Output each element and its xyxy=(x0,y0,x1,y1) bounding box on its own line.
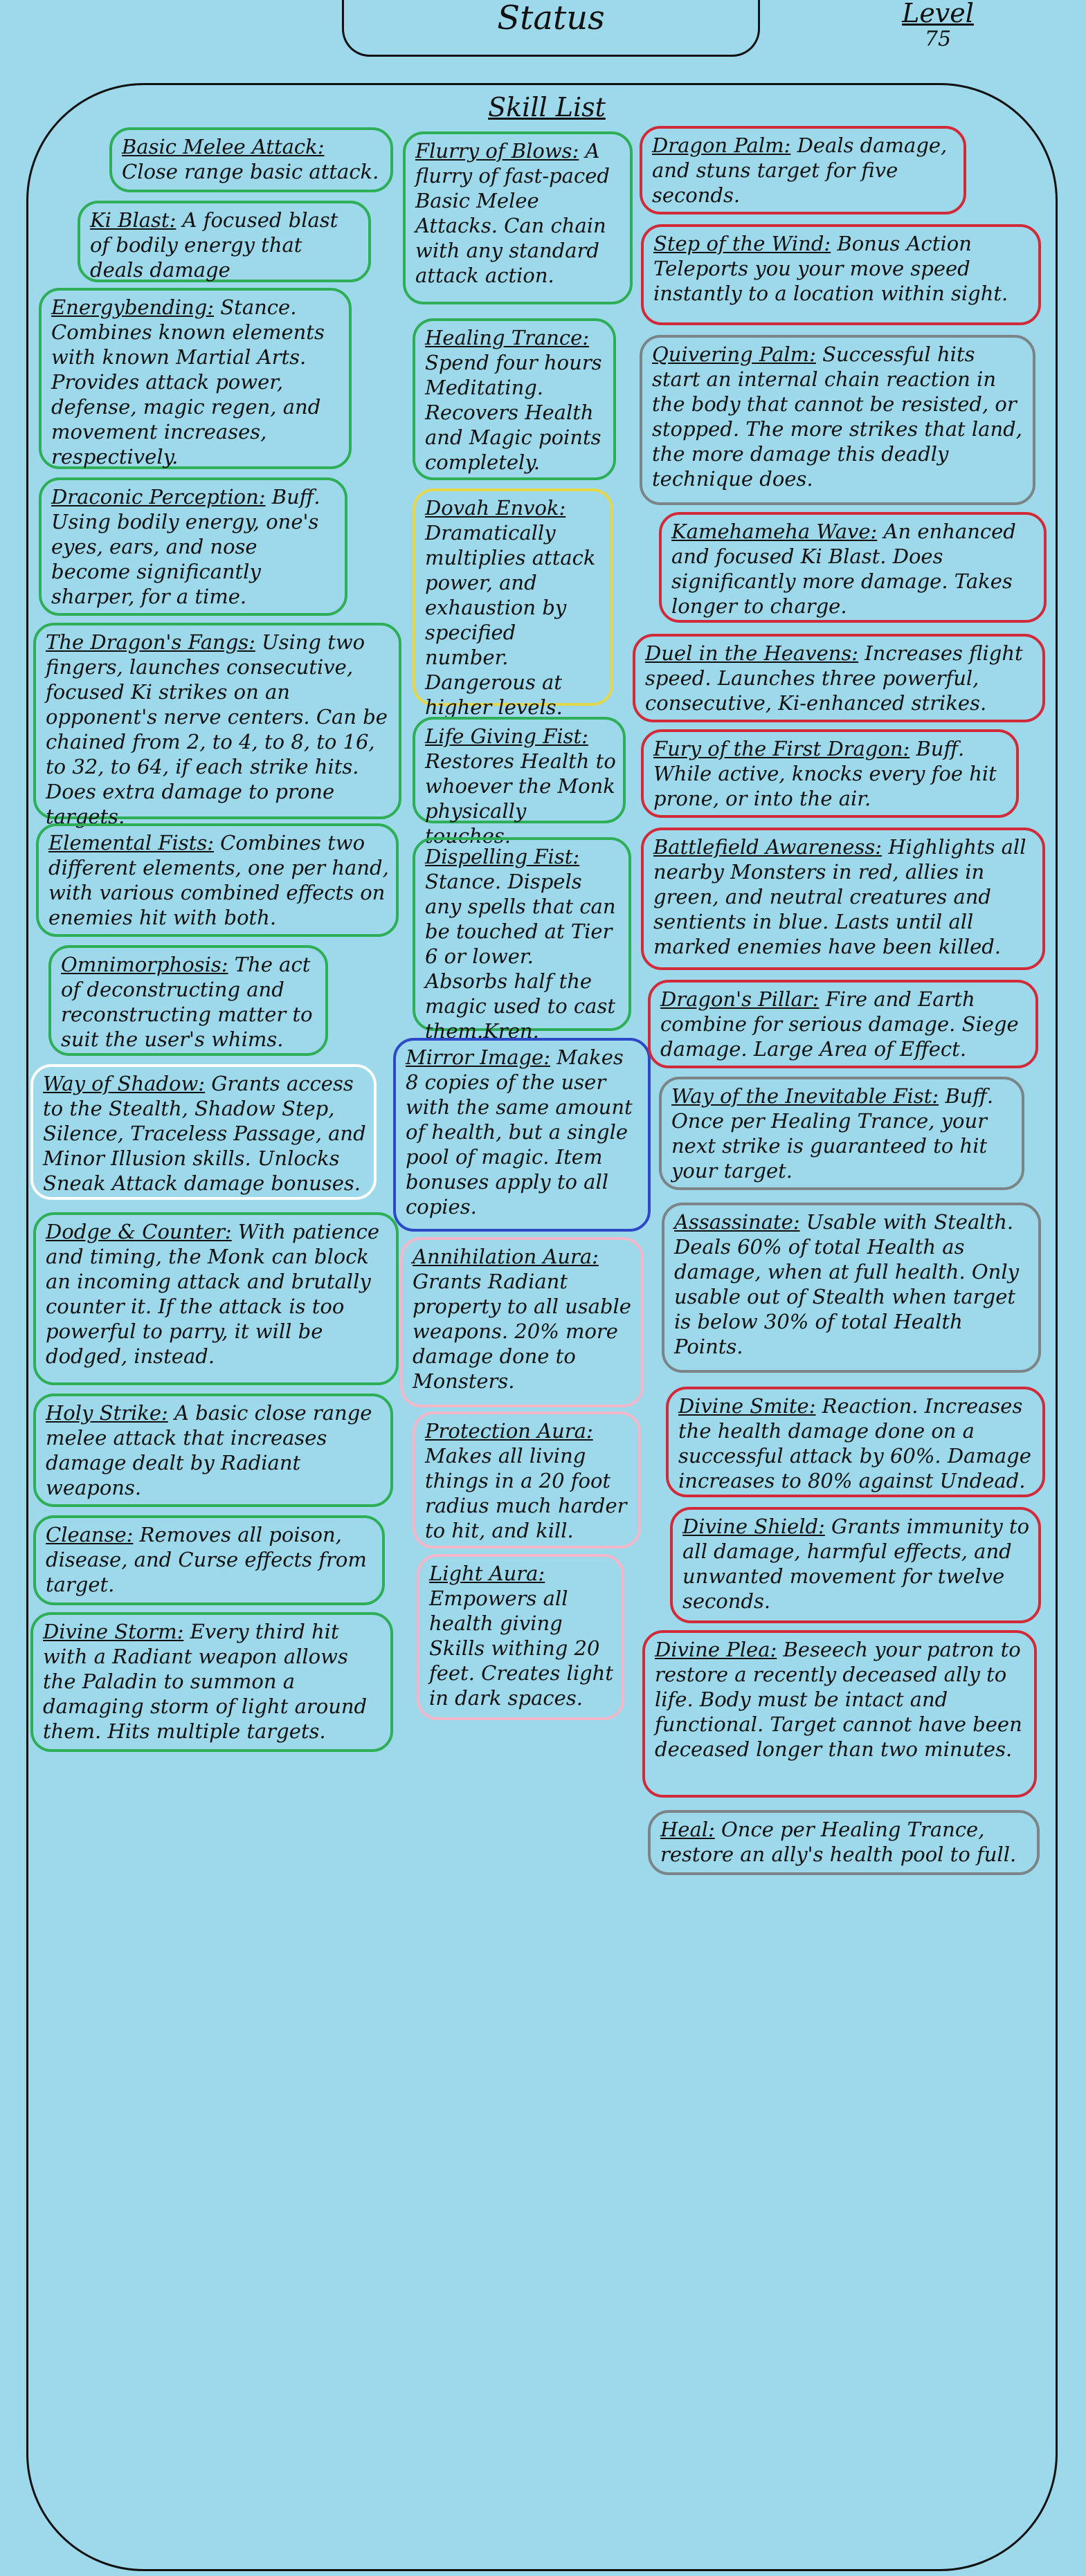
skill-name: Protection Aura: xyxy=(425,1419,593,1443)
skill-energybending[interactable] xyxy=(39,288,352,469)
skill-description: A flurry of fast-paced Basic Melee Attacks. Can chain with any standard attack action. xyxy=(415,139,610,287)
skill-name: Step of the Wind: xyxy=(653,232,831,255)
skill-divine-plea[interactable] xyxy=(642,1630,1037,1798)
skill-elemental-fists[interactable] xyxy=(36,823,399,937)
skill-name: Heal: xyxy=(660,1818,715,1841)
skill-name: Healing Trance: xyxy=(425,326,590,349)
skill-dragon-palm[interactable] xyxy=(640,126,966,214)
skill-description: Grants Radiant property to all usable weapons. 20% more damage done to Monsters. xyxy=(413,1270,631,1393)
skill-description: Makes all living things in a 20 foot radius much harder to hit, and kill. xyxy=(425,1444,627,1542)
skill-fury-of-the-first-dragon[interactable] xyxy=(641,729,1019,818)
skill-way-of-the-inevitable-fist[interactable] xyxy=(659,1077,1024,1190)
skill-name: Divine Plea: xyxy=(655,1638,777,1661)
skill-description: Reaction. Increases the health damage done on a successful attack by 60%. Damage increases to 80% against Undead. xyxy=(678,1394,1031,1492)
skill-name: Divine Storm: xyxy=(43,1620,184,1643)
skill-description: A basic close range melee attack that increases damage dealt by Radiant weapons. xyxy=(46,1401,372,1499)
skill-name: Dodge & Counter: xyxy=(46,1220,232,1243)
skill-duel-in-the-heavens[interactable] xyxy=(633,634,1045,722)
skill-description: Removes all poison, disease, and Curse effects from target. xyxy=(46,1523,367,1596)
skill-name: The Dragon's Fangs: xyxy=(46,630,255,654)
skill-name: Duel in the Heavens: xyxy=(645,641,859,665)
skill-heal[interactable] xyxy=(648,1810,1040,1875)
skill-way-of-shadow[interactable] xyxy=(30,1064,377,1200)
skill-name: Dispelling Fist: xyxy=(425,845,580,868)
skill-name: Draconic Perception: xyxy=(51,485,266,509)
skill-basic-melee-attack[interactable] xyxy=(109,127,393,192)
skill-name: Annihilation Aura: xyxy=(413,1245,599,1268)
skill-description: Highlights all nearby Monsters in red, allies in green, and neutral creatures and sentients in blue. Lasts until all marked enemies have been killed. xyxy=(653,835,1026,958)
skill-name: Mirror Image: xyxy=(406,1045,550,1069)
skill-description: Once per Healing Trance, restore an ally's health pool to full. xyxy=(660,1818,1017,1866)
skill-description: Beseech your patron to restore a recently deceased ally to life. Body must be intact and functional. Target cannot have been deceased longer than two minutes. xyxy=(655,1638,1022,1761)
skill-battlefield-awareness[interactable] xyxy=(641,828,1045,970)
skill-description: Stance. Combines known elements with known Martial Arts. Provides attack power, defense, magic regen, and movement increases, respectively. xyxy=(51,295,325,468)
skill-description: Buff. While active, knocks every foe hit prone, or into the air. xyxy=(653,737,997,810)
skill-description: With patience and timing, the Monk can block an incoming attack and brutally counter it. If the attack is too powerful to parry, it will be dodged, instead. xyxy=(46,1220,380,1368)
skill-description: Grants immunity to all damage, harmful effects, and unwanted movement for twelve seconds. xyxy=(682,1515,1030,1613)
skill-name: Elemental Fists: xyxy=(48,831,214,855)
skill-description: Restores Health to whoever the Monk physically touches. xyxy=(425,749,616,848)
skill-quivering-palm[interactable] xyxy=(640,335,1035,505)
skill-name: Basic Melee Attack: xyxy=(122,135,325,158)
skill-description: Deals damage, and stuns target for five seconds. xyxy=(652,134,948,207)
skill-holy-strike[interactable] xyxy=(33,1394,393,1507)
level-value: 75 xyxy=(924,27,952,51)
skill-description: Makes 8 copies of the user with the same amount of health, but a single pool of magic. Item bonuses apply to all copies. xyxy=(406,1045,633,1218)
skill-dispelling-fist[interactable] xyxy=(413,837,631,1043)
skill-name: Kamehameha Wave: xyxy=(671,520,878,543)
skill-healing-trance[interactable] xyxy=(413,318,616,480)
skill-description: Usable with Stealth. Deals 60% of total Health as damage, when at full health. Only usable out of Stealth when target is below 30% of total Health Points. xyxy=(674,1210,1019,1358)
skill-name: Omnimorphosis: xyxy=(61,953,228,976)
skill-description: The act of deconstructing and reconstructing matter to suit the user's whims. xyxy=(61,953,313,1051)
skill-dodge-counter[interactable] xyxy=(33,1212,399,1385)
skill-protection-aura[interactable] xyxy=(413,1412,641,1549)
skill-description: Buff. Once per Healing Trance, your next strike is guaranteed to hit your target. xyxy=(671,1084,994,1182)
skill-annihilation-aura[interactable] xyxy=(400,1237,644,1407)
skill-description: A focused blast of bodily energy that deals damage xyxy=(90,208,338,282)
skill-name: Light Aura: xyxy=(429,1562,545,1585)
skill-assassinate[interactable] xyxy=(662,1203,1041,1373)
skill-description: Dramatically multiplies attack power, and exhaustion by specified number. Dangerous at higher levels. xyxy=(425,521,596,719)
skill-ki-blast[interactable] xyxy=(78,201,371,282)
skill-divine-smite[interactable] xyxy=(666,1387,1045,1497)
skill-name: Way of Shadow: xyxy=(43,1072,206,1095)
skill-life-giving-fist[interactable] xyxy=(413,717,626,848)
status-tab xyxy=(342,0,760,57)
level-indicator xyxy=(893,0,983,50)
skill-step-of-the-wind[interactable] xyxy=(641,224,1041,325)
skill-description: Increases flight speed. Launches three powerful, consecutive, Ki-enhanced strikes. xyxy=(645,641,1023,715)
skill-name: Energybending: xyxy=(51,295,215,319)
skill-description: Fire and Earth combine for serious damage. Siege damage. Large Area of Effect. xyxy=(660,987,1019,1061)
skill-light-aura[interactable] xyxy=(417,1554,624,1720)
skill-name: Way of the Inevitable Fist: xyxy=(671,1084,939,1108)
skill-omnimorphosis[interactable] xyxy=(48,945,328,1056)
skill-name: Battlefield Awareness: xyxy=(653,835,883,859)
skill-description: Bonus Action Teleports you your move speed instantly to a location within sight. xyxy=(653,232,1008,305)
skill-name: Divine Smite: xyxy=(678,1394,816,1418)
skill-name: Assassinate: xyxy=(674,1210,800,1234)
skill-divine-shield[interactable] xyxy=(670,1507,1041,1623)
skill-description: Buff. Using bodily energy, one's eyes, ears, and nose become significantly sharper, for a time. xyxy=(51,485,320,608)
skill-the-dragons-fangs[interactable] xyxy=(33,623,401,828)
skill-name: Ki Blast: xyxy=(90,208,177,232)
status-title: Status xyxy=(497,0,605,37)
skill-description: Empowers all health giving Skills withing 20 feet. Creates light in dark spaces. xyxy=(429,1587,614,1710)
skill-name: Life Giving Fist: xyxy=(425,724,588,748)
skill-description: Every third hit with a Radiant weapon allows the Paladin to summon a damaging storm of light around them. Hits multiple targets. xyxy=(43,1620,368,1743)
skill-divine-storm[interactable] xyxy=(30,1612,393,1752)
skill-description: Successful hits start an internal chain reaction in the body that cannot be resisted, or stopped. The more strikes that land, the more damage this deadly technique does. xyxy=(652,342,1022,491)
skill-kamehameha-wave[interactable] xyxy=(659,512,1047,623)
skill-description: Using two fingers, launches consecutive, focused Ki strikes on an opponent's nerve centers. Can be chained from 2, to 4, to 8, to 16, to 32, to 64, if each strike hits. Does extra damage to prone targets. xyxy=(46,630,388,828)
skill-flurry-of-blows[interactable] xyxy=(403,131,633,304)
skill-name: Quivering Palm: xyxy=(652,342,816,366)
skill-name: Dragon Palm: xyxy=(652,134,791,157)
skill-description: Combines two different elements, one per hand, with various combined effects on enemies hit with both. xyxy=(48,831,389,929)
skill-name: Holy Strike: xyxy=(46,1401,168,1425)
skill-description: Stance. Dispels any spells that can be touched at Tier 6 or lower. Absorbs half the magic used to cast them.Kren. xyxy=(425,870,616,1043)
skill-draconic-perception[interactable] xyxy=(39,477,347,616)
skill-mirror-image[interactable] xyxy=(393,1038,651,1232)
skill-name: Dovah Envok: xyxy=(425,496,566,520)
skill-list-title: Skill List xyxy=(488,92,606,122)
skill-description: Spend four hours Meditating. Recovers Health and Magic points completely. xyxy=(425,351,602,474)
skill-cleanse[interactable] xyxy=(33,1515,385,1605)
level-label: Level xyxy=(902,0,974,28)
skill-name: Fury of the First Dragon: xyxy=(653,737,910,760)
skill-dragons-pillar[interactable] xyxy=(648,980,1038,1068)
skill-dovah-envok[interactable] xyxy=(413,488,613,719)
skill-name: Flurry of Blows: xyxy=(415,139,579,163)
skill-name: Divine Shield: xyxy=(682,1515,825,1538)
skill-description: Close range basic attack. xyxy=(122,160,379,183)
skill-description: An enhanced and focused Ki Blast. Does significantly more damage. Takes longer to charge. xyxy=(671,520,1016,618)
skill-name: Dragon's Pillar: xyxy=(660,987,820,1011)
skill-name: Cleanse: xyxy=(46,1523,134,1546)
skill-description: Grants access to the Stealth, Shadow Step, Silence, Traceless Passage, and Minor Illusion skills. Unlocks Sneak Attack damage bonuses. xyxy=(43,1072,366,1195)
